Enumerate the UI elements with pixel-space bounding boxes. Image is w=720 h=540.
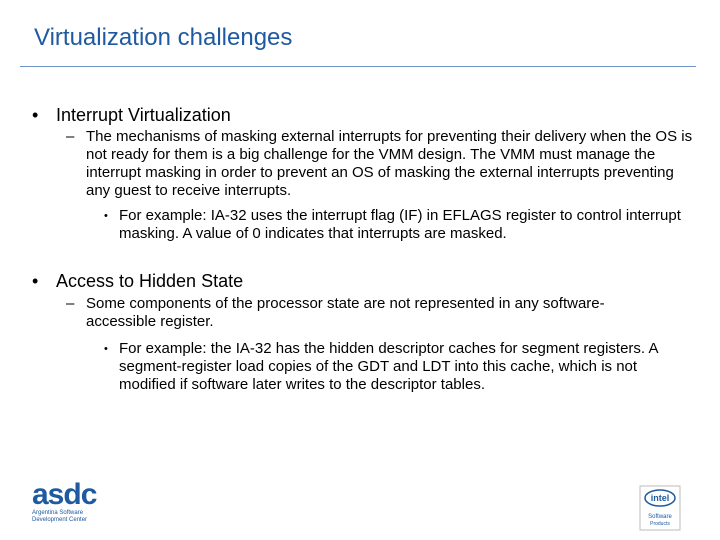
bullet-marker: • [32, 105, 39, 125]
intel-logo-line1: Software [648, 514, 672, 520]
sub-sub-bullet-descriptor-caches [104, 340, 694, 394]
bullet-heading: Access to Hidden State [56, 271, 244, 291]
dash-marker: – [66, 128, 75, 145]
example-text: For example: IA-32 uses the interrupt flag (IF) in EFLAGS register to control interrupt masking. A value of 0 indicates that interrupts are masked. [119, 207, 681, 242]
sub-bullet-text: The mechanisms of masking external interrupts for preventing their delivery when the OS is not ready for them is a big challenge for the VMM design. The VMM must manage the interrupt masking in order to prevent an OS of masking the external interrupts preventing any guest to receive interrupts. [86, 128, 693, 199]
asdc-logo-word: asdc [32, 478, 97, 511]
intel-logo [636, 484, 684, 532]
bullet-heading: Interrupt Virtualization [56, 105, 231, 125]
asdc-logo [32, 480, 112, 530]
sub-bullet-text: Some components of the processor state are not represented in any software- accessible register. [86, 295, 605, 330]
slide-title: Virtualization challenges [34, 24, 293, 51]
sub-bullet-hidden-state [66, 295, 646, 331]
intel-logo-line2: Products [650, 521, 670, 527]
intel-logo-icon [636, 484, 684, 532]
sub-bullet-masking [66, 128, 696, 200]
asdc-logo-line1: Argentina Software [32, 510, 84, 516]
asdc-logo-line2: Development Center [32, 517, 88, 523]
dash-marker: – [66, 295, 75, 312]
example-text: For example: the IA-32 has the hidden descriptor caches for segment registers. A segment-register load copies of the GDT and LDT into this cache, which is not modified if software later writes to the descriptor tables. [119, 340, 658, 393]
title-divider [20, 66, 696, 67]
sub-sub-bullet-ia32-if [104, 207, 696, 243]
intel-logo-word: intel [650, 493, 670, 503]
bullet-marker: • [32, 271, 39, 291]
dot-marker: • [104, 343, 108, 355]
dot-marker: • [104, 210, 108, 222]
